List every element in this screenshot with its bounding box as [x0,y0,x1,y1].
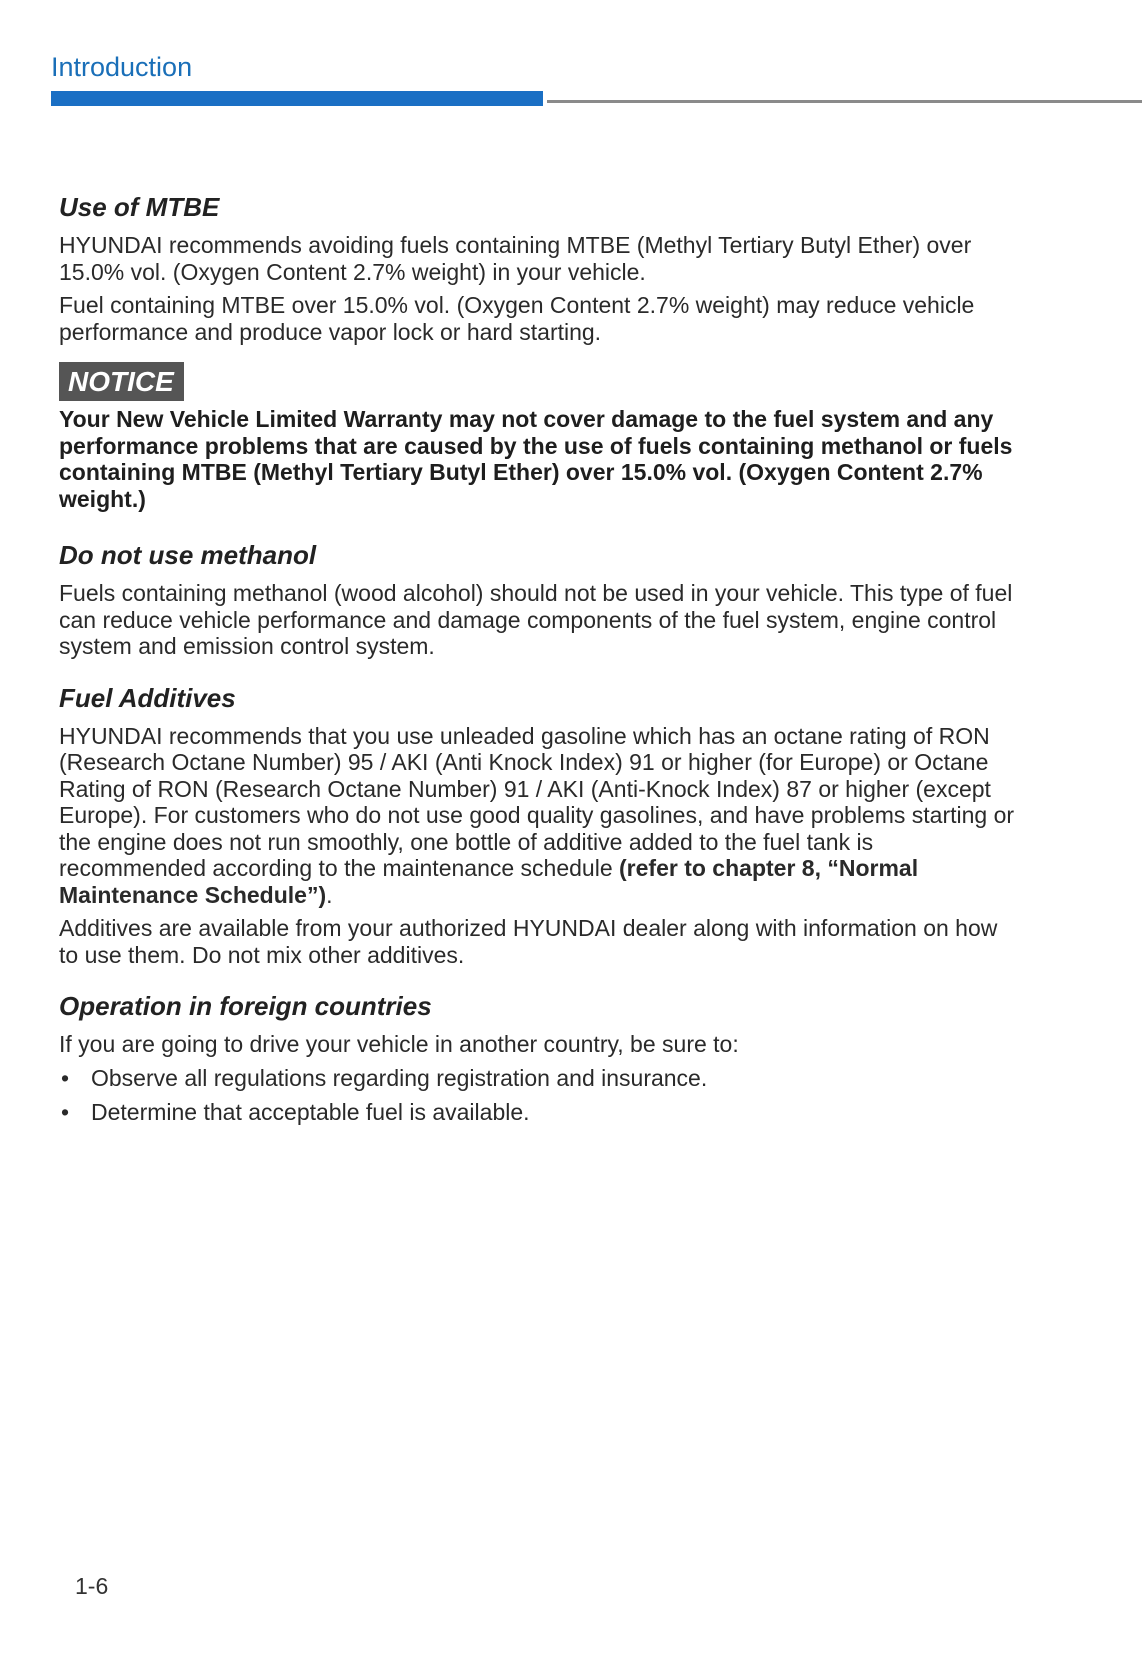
notice-label: NOTICE [59,362,184,401]
list-item [59,1099,1019,1126]
maintenance-schedule-reference: (refer to chapter 8, “Normal Maintenance Schedule”) [59,855,919,908]
list-item-text: Determine that acceptable fuel is available. [91,1099,530,1125]
header-rule-divider [547,100,1142,103]
foreign-bullet-list [59,1065,1019,1126]
section-header-title: Introduction [51,52,193,82]
bullet-icon: • [61,1064,70,1091]
header-rule-accent [51,91,543,106]
list-item [59,1065,1019,1092]
heading-fuel-additives: Fuel Additives [59,682,236,713]
additives-paragraph-2: Additives are available from your authorized HYUNDAI dealer along with information on how to use them. Do not mix other additives. [59,915,998,968]
methanol-paragraph: Fuels containing methanol (wood alcohol) should not be used in your vehicle. This type of fuel can reduce vehicle performance and damage components of the fuel system, engine control system and emission control system. [59,580,1013,659]
heading-operation-in-foreign-countries: Operation in foreign countries [59,991,432,1021]
bullet-icon: • [61,1099,70,1125]
additives-paragraph-1 [59,723,1019,909]
mtbe-paragraph-2: Fuel containing MTBE over 15.0% vol. (Oxygen Content 2.7% weight) may reduce vehicle performance and produce vapor lock or hard starting. [59,292,975,345]
heading-use-of-mtbe: Use of MTBE [59,192,220,222]
foreign-intro: If you are going to drive your vehicle in another country, be sure to: [59,1031,739,1057]
page-content [59,190,1019,1134]
mtbe-paragraph-1: HYUNDAI recommends avoiding fuels containing MTBE (Methyl Tertiary Butyl Ether) over 15.0% vol. (Oxygen Content 2.7% weight) in your vehicle. [59,232,972,285]
heading-do-not-use-methanol: Do not use methanol [59,540,317,570]
notice-text: Your New Vehicle Limited Warranty may not cover damage to the fuel system and any performance problems that are caused by the use of fuels containing methanol or fuels containing MTBE (Methyl Tertiary Butyl Ether) over 15.0% vol. (Oxygen Content 2.7% weight.) [59,406,1013,512]
page-number: 1-6 [75,1573,109,1599]
list-item-text: Observe all regulations regarding registration and insurance. [91,1064,708,1091]
additives-paragraph-1-text: HYUNDAI recommends that you use unleaded gasoline which has an octane rating of RON (Research Octane Number) 95 / AKI (Anti Knock Index) 91 or higher (for Europe) or Octane Rating of RON (Research Octane Number) 91 / AKI (Anti-Knock Index) 87 or higher (except Europe). For customers who do not use good quality gasolines, and have problems starting or the engine does not run smoothly, one bottle of additive added to the fuel tank is recommended according to the maintenance schedule [59,722,1015,881]
additives-paragraph-1-end: . [326,881,333,908]
